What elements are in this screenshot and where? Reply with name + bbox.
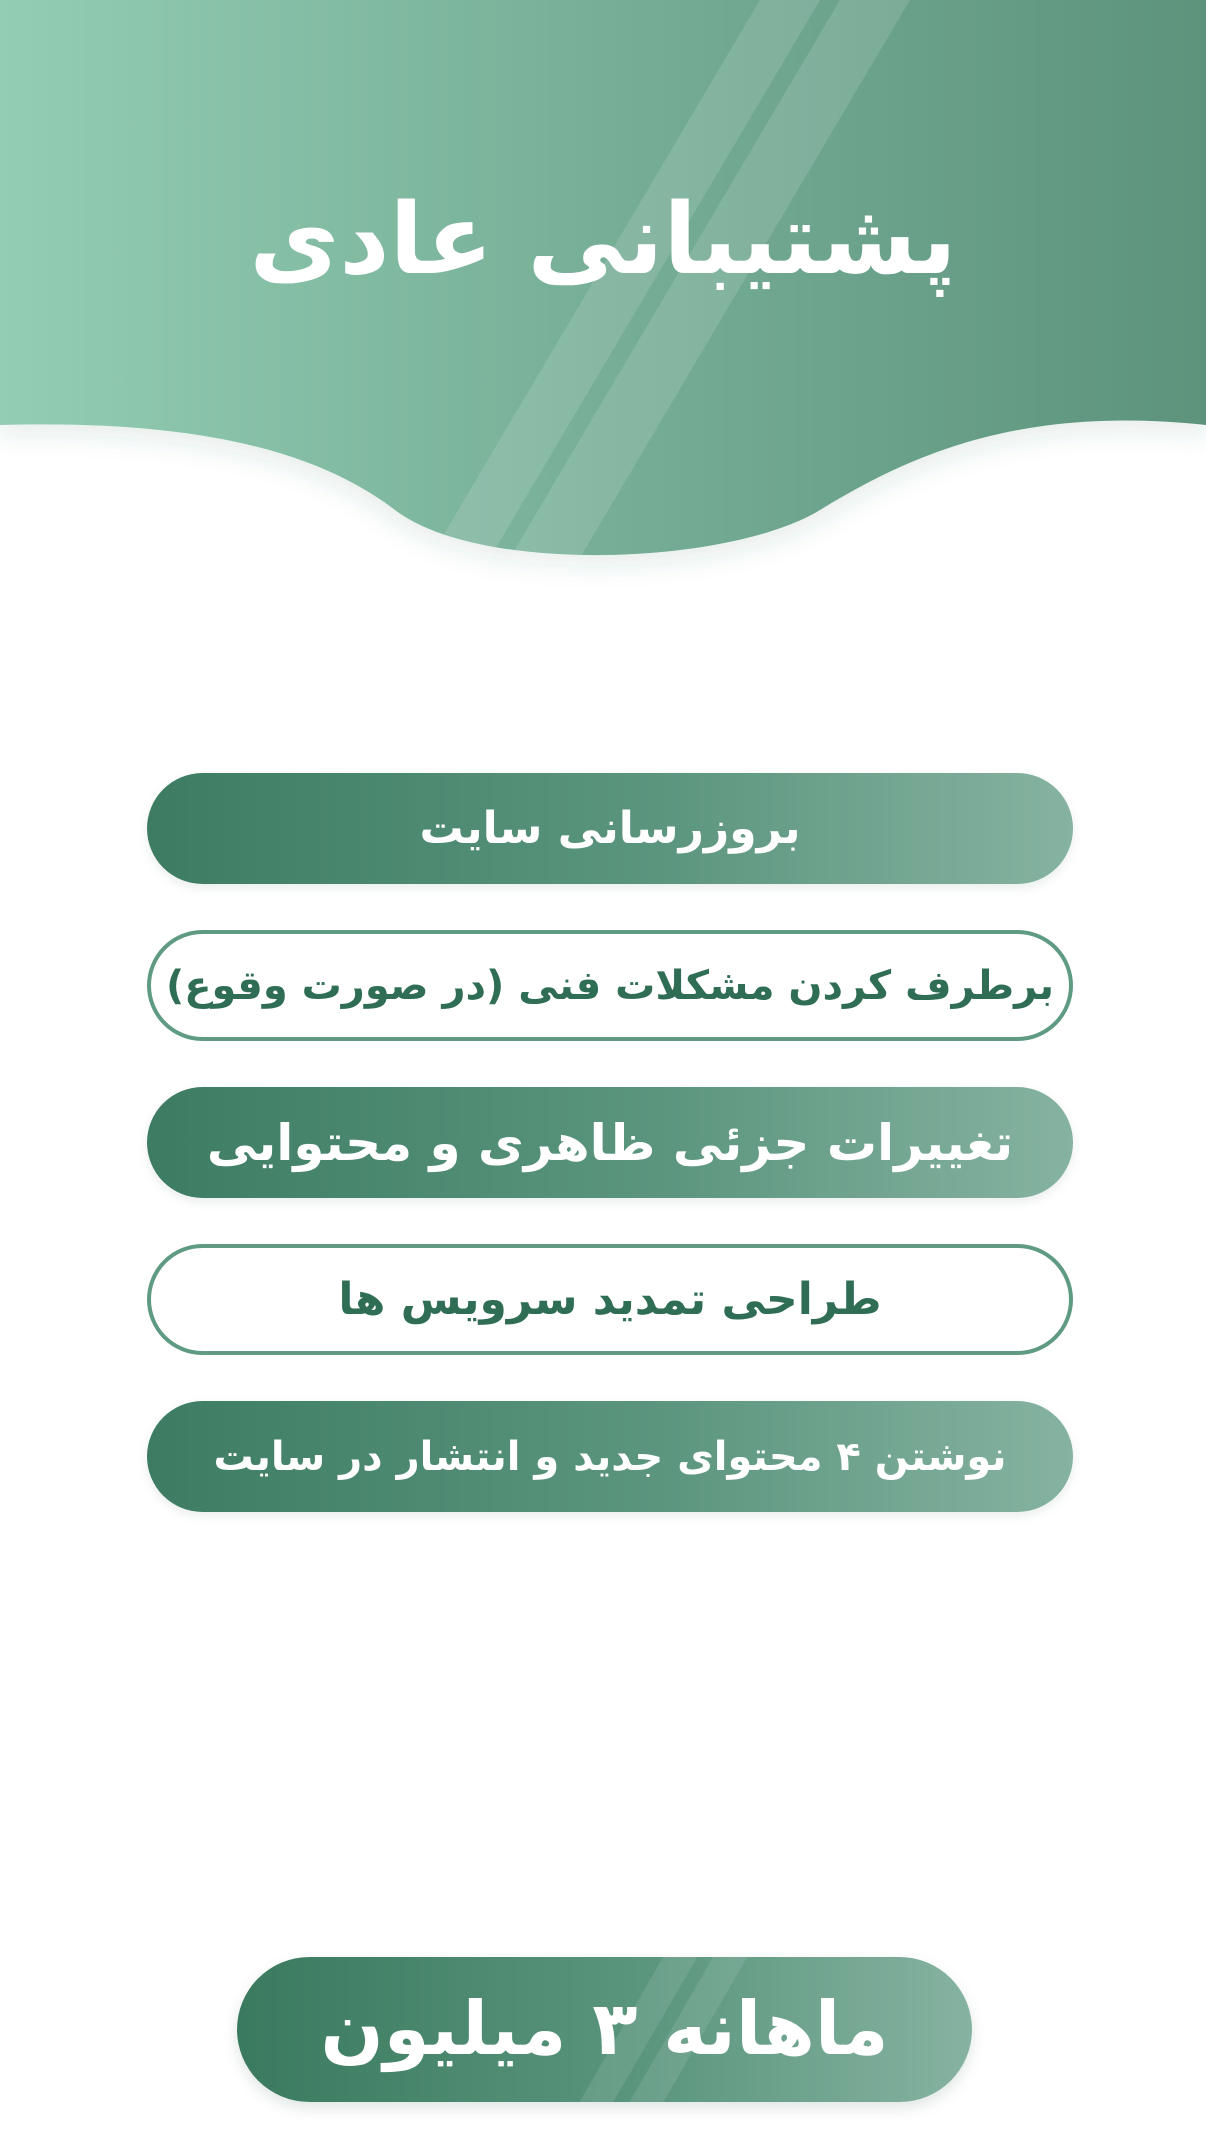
page-title: پشتیبانی عادی: [249, 183, 957, 297]
feature-item-fix-technical-issues: برطرف کردن مشکلات فنی (در صورت وقوع): [147, 930, 1073, 1041]
header-banner: [0, 0, 1206, 600]
feature-list: [147, 773, 1073, 1512]
price-badge: [237, 1957, 972, 2102]
feature-item-site-update: بروزرسانی سایت: [147, 773, 1073, 884]
price-label: ماهانه ۳ میلیون: [320, 1986, 889, 2072]
feature-item-new-content: نوشتن ۴ محتوای جدید و انتشار در سایت: [147, 1401, 1073, 1512]
feature-item-design-content-changes: تغییرات جزئی ظاهری و محتوایی: [147, 1087, 1073, 1198]
feature-item-service-renewal: طراحی تمدید سرویس ها: [147, 1244, 1073, 1355]
